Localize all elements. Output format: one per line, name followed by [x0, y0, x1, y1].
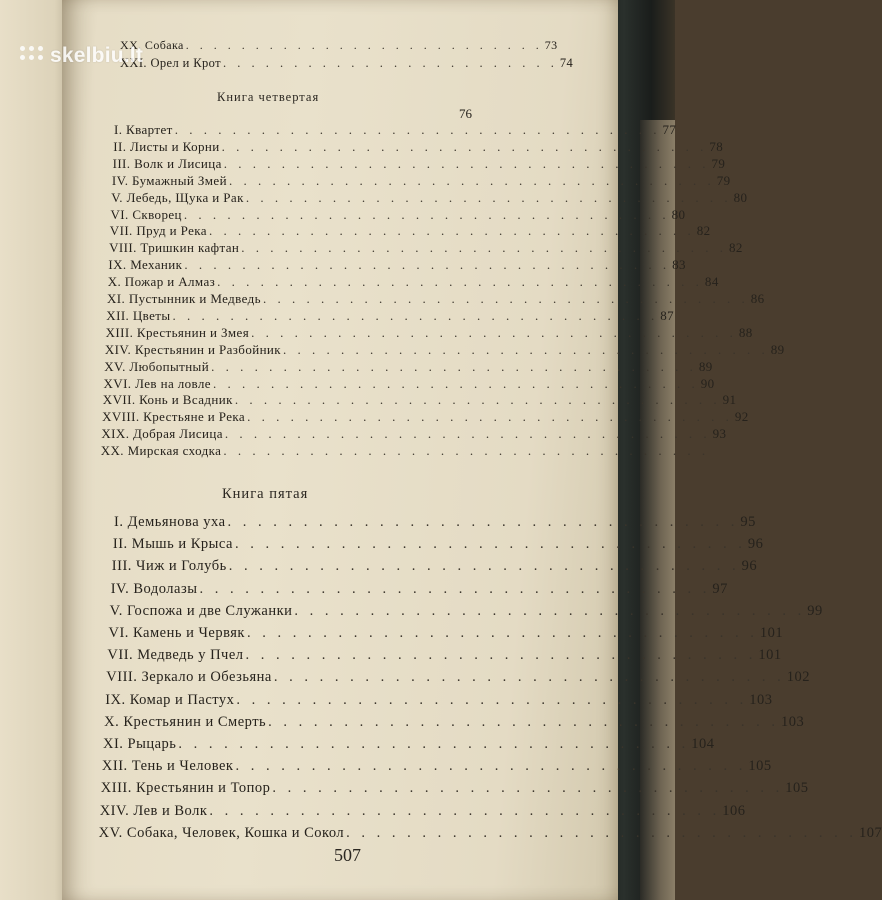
logo-dots-icon [20, 46, 46, 64]
toc-entry-page: 79 [716, 172, 731, 188]
dot-leader: . . . . . . . . . . . . . . . . . . . . . . . . . . . . . . . . . . [273, 669, 785, 686]
toc-entry-label: XIV. Крестьянин и Разбойник [104, 341, 282, 357]
toc-entry [107, 274, 719, 290]
toc-entry [102, 409, 749, 425]
toc-entry-label: XX. Мирская сходка [100, 443, 222, 459]
toc-entry-label: XII. Цветы [106, 307, 171, 323]
toc-entry-label: XI. Пустынник и Медведь [107, 291, 261, 306]
toc-entry-label: XIX. Добрая Лисица [101, 426, 223, 442]
toc-entry-label: VI. Камень и Червяк [108, 625, 245, 641]
toc-entry-page: 92 [734, 409, 749, 425]
toc-entry [106, 669, 810, 686]
toc-entry [100, 780, 809, 797]
dot-leader: . . . . . . . . . . . . . . . . . . . . . . . . . . . . . . . . . . [283, 341, 769, 357]
dot-leader: . . . . . . . . . . . . . . . . . . . . . . . . . . . . . . . . . . [234, 536, 746, 553]
dot-leader: . . . . . . . . . . . . . . . . . . . . . . . . . . . . . . . . . . [262, 291, 749, 306]
toc-entry-label: II. Листы и Корни [113, 138, 220, 154]
toc-entry [106, 307, 675, 324]
toc-entry [110, 206, 686, 223]
dot-leader: . . . . . . . . . . . . . . . . . . . . . . . . . . . . . . . . . . [235, 758, 747, 775]
toc-entry [120, 56, 574, 71]
toc-entry [102, 392, 737, 408]
toc-entry-label: XVIII. Крестьяне и Река [102, 409, 246, 425]
toc-entry [100, 443, 710, 459]
toc-entry-page: 105 [785, 780, 809, 797]
toc-entry-label: XV. Любопытный [104, 358, 210, 374]
toc-entry-label: XIII. Крестьянин и Топор [100, 780, 271, 797]
toc-entry-label: V. Госпожа и две Служанки [109, 602, 293, 619]
toc-entry-label: X. Пожар и Алмаз [107, 274, 216, 290]
toc-entry-label: XI. Рыцарь [103, 736, 177, 752]
page-number: 507 [334, 845, 361, 865]
toc-entry-label: I. Демьянова уха [114, 514, 226, 530]
watermark-logo [20, 44, 143, 68]
dot-leader: . . . . . . . . . . . . . . . . . . . . . . . . . . . . . . . . . . [247, 409, 733, 425]
toc-entry-label: XII. Тень и Человек [101, 758, 234, 775]
toc-entry-label: IX. Комар и Пастух [105, 691, 235, 708]
section-title-book-four: Книга четвертая [217, 90, 320, 104]
toc-entry-page: 107 [859, 824, 882, 841]
dot-leader: . . . . . . . . . . . . . . . . . . . . . . . . . . . . . . . . . . [224, 426, 711, 442]
toc-entry-label: II. Мышь и Крыса [112, 536, 233, 553]
toc-entry [109, 240, 743, 256]
toc-entry [113, 138, 724, 155]
dot-leader: . . . . . . . . . . . . . . . . . . . . . . . . . . . . . . . . . . [346, 824, 858, 841]
toc-entry [111, 189, 748, 206]
toc-entry [108, 257, 686, 273]
toc-entry [109, 602, 823, 620]
toc-entry-page: 103 [781, 713, 805, 730]
toc-entry-page: 103 [749, 691, 773, 708]
toc-entry-page: 101 [758, 647, 782, 664]
toc-entry [101, 758, 772, 775]
toc-entry-label: XVI. Лев на ловле [103, 375, 211, 391]
toc-entry-page: 77 [662, 122, 677, 137]
toc-entry-page: 83 [672, 257, 686, 273]
toc-entry-page: 76 [459, 106, 472, 121]
watermark-text: skelbiu.lt [50, 44, 144, 67]
toc-entry-page: 106 [722, 802, 746, 819]
dot-leader: . . . . . . . . . . . . . . . . . . . . . . . . . . . . . . . . . . [184, 257, 671, 273]
toc-entry-page: 84 [704, 274, 719, 290]
toc-entry [104, 358, 713, 375]
toc-entry-page: 73 [544, 38, 558, 52]
toc-entry [108, 625, 784, 642]
toc-entry-label: VII. Пруд и Река [109, 223, 207, 239]
dot-leader: . . . . . . . . . . . . . . . . . . . . . . . . . . . . . . . . . . [174, 122, 661, 137]
toc-entry-page: 97 [712, 580, 728, 597]
toc-entry-page: 80 [671, 206, 686, 222]
toc-entry-page: 82 [729, 240, 743, 256]
dot-leader: . . . . . . . . . . . . . . . . . . . . . . . . . . . . . . . . . . [236, 691, 748, 708]
toc-entry [103, 375, 715, 392]
dot-leader: . . . . . . . . . . . . . . . . . . . . . . . . . . . . . . . . . . [212, 375, 699, 391]
dot-leader: . . . . . . . . . . . . . . . . . . . . . . . . . . . . . . . . . . [227, 514, 739, 530]
toc-entry-label: III. Чиж и Голубь [111, 558, 227, 575]
toc-entry [107, 647, 782, 664]
toc-entry [99, 802, 746, 820]
toc-entry-label: XIV. Лев и Волк [99, 802, 208, 819]
toc-entry-label: XIII. Крестьянин и Змея [105, 324, 250, 340]
toc-entry-label: VI. Скворец [110, 206, 182, 222]
toc-entry-page: 91 [722, 392, 737, 408]
section-title-book-five: Книга пятая [222, 486, 309, 502]
dot-leader: . . . . . . . . . . . . . . . . . . . . . . . . . . . . . . . . . . [178, 736, 690, 752]
toc-entry-page: 99 [807, 602, 823, 619]
toc-entry [114, 514, 756, 531]
toc-entry [98, 824, 882, 842]
toc-entry-label: XVII. Конь и Всадник [102, 392, 233, 408]
dot-leader: . . . . . . . . . . . . . . . . . . . . . . . . . . . . . . . . . . [217, 274, 703, 290]
toc-entry-label: VII. Медведь у Пчел [107, 647, 244, 664]
toc-entry-page: 78 [709, 138, 724, 154]
toc-entry-page: 88 [738, 324, 753, 340]
dot-leader: . . . . . . . . . . . . . . . . . . . . . . . . . . . . . . . . . . [246, 625, 758, 641]
toc-entry-label: VIII. Зеркало и Обезьяна [106, 669, 272, 686]
toc-entry [105, 324, 753, 341]
toc-entry-page: 89 [698, 358, 713, 374]
dot-leader: . . . . . . . . . . . . . . . . . . . . . . . . . . . . . . . . . . [172, 307, 659, 323]
dot-leader: . . . . . . . . . . . . . . . . . . . . . . . . . . . . . . . . . . [272, 780, 784, 797]
toc-entry-label: XXI. Орел и Крот [120, 56, 222, 70]
toc-entry [112, 155, 726, 172]
dot-leader: . . . . . . . . . . . . . . . . . . . . . . . . . . . . . . . . . . [221, 138, 708, 154]
toc-entry [107, 291, 765, 307]
toc-entry-page: 90 [700, 375, 715, 391]
toc-entry-label: XV. Собака, Человек, Кошка и Сокол [98, 824, 345, 841]
toc-entry [104, 713, 805, 731]
dot-leader: . . . . . . . . . . . . . . . . . . . . . . . . . . . . . . . . . . [245, 647, 757, 664]
toc-entry [109, 223, 711, 239]
contents-page [62, 0, 882, 900]
toc-entry-label: IV. Бумажный Змей [111, 172, 227, 188]
toc-entry-label: IX. Механик [108, 257, 183, 273]
toc-entry [112, 536, 764, 553]
toc-entry-page: 102 [786, 669, 810, 686]
toc-entry-page: 101 [759, 625, 784, 641]
toc-entry-page: 87 [660, 307, 675, 323]
toc-entry-label: VIII. Тришкин кафтан [109, 240, 240, 256]
dot-leader: . . . . . . . . . . . . . . . . . . . . . . . . . . . . . . . . . . [199, 580, 711, 597]
toc-entry-page: 80 [733, 189, 748, 205]
toc-entry [120, 38, 558, 53]
toc-entry-label: IV. Водолазы [110, 580, 198, 597]
toc-entry [105, 691, 773, 709]
toc-entry-page: 105 [748, 758, 772, 775]
toc-entry-label: X. Крестьянин и Смерть [104, 713, 267, 730]
dot-leader: . . . . . . . . . . . . . . . . . . . . . . . . . . . . . . . . . . [245, 189, 732, 205]
toc-entry-label: V. Лебедь, Щука и Рак [111, 189, 244, 205]
dot-leader: . . . . . . . . . . . . . . . . . . . . . . . . . . . . . . . . . . [294, 602, 806, 619]
toc-entry [111, 558, 758, 575]
toc-entry-page: 93 [712, 426, 727, 442]
dot-leader: . . . . . . . . . . . . . . . . . . . . . . . . . . . . . . . . . . [208, 223, 695, 239]
section-first-page [392, 106, 472, 122]
dot-leader: . . . . . . . . . . . . . . . . . . . . . . . . . . . . . . . . . . [223, 155, 710, 171]
toc-entry [114, 122, 677, 138]
dot-leader: . . . . . . . . . . . . . . . . . . . . . . . . . . . . . . . . . . [228, 172, 715, 188]
dot-leader: . . . . . . . . . . . . . . . . . . . . . . . . . . . . . . . . . . [228, 558, 740, 575]
dot-leader: . . . . . . . . . . . . . . . . . . . . . . . . . . . . . . . . . . [251, 324, 737, 340]
dot-leader: . . . . . . . . . . . . . . . . . . . . . . . . [223, 56, 558, 70]
toc-entry-label: XX. Собака [120, 38, 184, 52]
dot-leader: . . . . . . . . . . . . . . . . . . . . . . . . . . . . . . . . . . [209, 802, 721, 819]
toc-entry-page: 96 [741, 558, 758, 575]
toc-entry [111, 172, 731, 189]
dot-leader: . . . . . . . . . . . . . . . . . . . . . . . . . . . . . . . . . . [223, 443, 710, 459]
toc-entry-page: 95 [740, 514, 756, 530]
toc-entry-page: 96 [747, 536, 764, 553]
toc-entry-page: 79 [711, 155, 726, 171]
toc-entry [103, 736, 715, 753]
dot-leader: . . . . . . . . . . . . . . . . . . . . . . . . . . . . . . . . . . [241, 240, 727, 256]
toc-entry-page: 82 [696, 223, 711, 239]
toc-entry [101, 426, 727, 442]
dot-leader: . . . . . . . . . . . . . . . . . . . . . . . . . . . . . . . . . . [268, 713, 780, 730]
toc-entry [104, 341, 785, 358]
toc-entry-page: 86 [750, 291, 765, 306]
toc-entry-page: 89 [770, 341, 785, 357]
toc-entry-label: III. Волк и Лисица [112, 155, 222, 171]
toc-entry-page: 104 [691, 736, 715, 752]
dot-leader: . . . . . . . . . . . . . . . . . . . . . . . . . . . . . . . . . . [234, 392, 721, 408]
toc-entry-page: 74 [559, 56, 574, 70]
dot-leader: . . . . . . . . . . . . . . . . . . . . . . . . . . . . . . . . . . [211, 358, 697, 374]
toc-entry-label: I. Квартет [114, 122, 173, 137]
dot-leader: . . . . . . . . . . . . . . . . . . . . . . . . . . [185, 38, 543, 52]
toc-entry [110, 580, 728, 598]
dot-leader: . . . . . . . . . . . . . . . . . . . . . . . . . . . . . . . . . . [183, 206, 670, 222]
